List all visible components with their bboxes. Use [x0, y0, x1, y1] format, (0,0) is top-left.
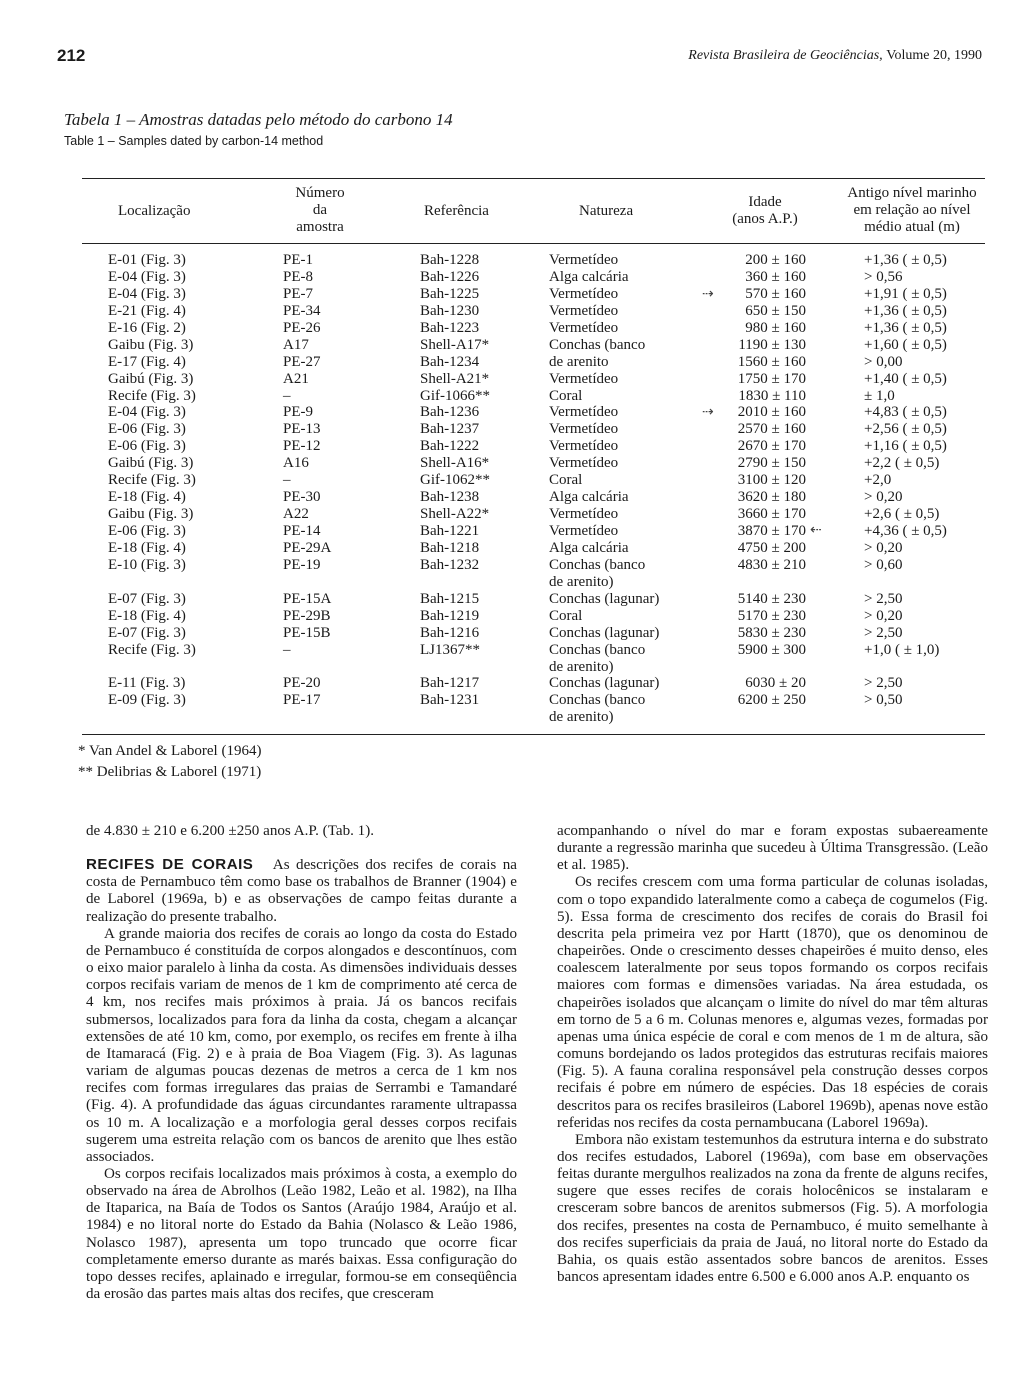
table-row — [0, 337, 1024, 354]
table-cell-localizacao: E-18 (Fig. 4) — [108, 489, 186, 506]
header-nivel-line2: em relação ao nível — [853, 202, 971, 218]
table-cell-natureza: Coral — [549, 607, 583, 624]
table-cell-nivel: +1,0 ( ± 1,0) — [864, 641, 940, 658]
table-cell-natureza: Conchas (lagunar) — [549, 624, 660, 641]
table-cell-localizacao: Recife (Fig. 3) — [108, 641, 196, 658]
table-cell-numero: PE-14 — [283, 523, 321, 539]
journal-title: Revista Brasileira de Geociências, — [688, 48, 883, 63]
table-cell-referencia: Bah-1219 — [420, 607, 480, 624]
table-cell-numero: PE-8 — [283, 268, 313, 285]
left-paragraph-3: Os corpos recifais localizados mais próximos à costa, a exemplo do observado na área de Abrolhos (Leão 1982, Leão et al. 1982), na Ilha de Itaparica, na Baía de Todos os Santos (Araújo 1984, Araújo et al. 1984) e no litoral norte do Estado da Bahia (Nolasco & Leão 1986, Nolasco 1987), apresenta um topo truncado que ocorre ficar completamente emerso durante as marés baixas. Essa configuração do topo desses recifes, aplainado e irregular, formou-se em conseqüência da erosão das partes mais altas dos recifes, que cresceram — [86, 1165, 517, 1303]
table-cell-nivel: +1,60 ( ± 0,5) — [864, 336, 947, 353]
table-cell-nivel: > 0,20 — [864, 489, 903, 506]
table-cell-localizacao: Recife (Fig. 3) — [108, 472, 196, 489]
table-row — [0, 642, 1024, 659]
table-cell-natureza: Conchas (banco — [549, 692, 646, 709]
header-referencia: Referência — [424, 203, 489, 219]
table-cell-natureza: Coral — [549, 387, 583, 404]
running-header — [688, 48, 982, 64]
table-cell-nivel: +4,83 ( ± 0,5) — [864, 404, 947, 421]
header-localizacao: Localização — [118, 203, 191, 219]
table-cell-referencia: Gif-1062** — [420, 472, 490, 489]
table-cell-referencia: Bah-1225 — [420, 285, 480, 302]
table-cell-localizacao: E-04 (Fig. 3) — [108, 285, 186, 302]
table-cell-referencia: Bah-1237 — [420, 421, 480, 438]
table-cell-localizacao: E-01 (Fig. 3) — [108, 252, 186, 268]
table-cell-nivel: +4,36 ( ± 0,5) — [864, 523, 947, 539]
table-cell-numero: – — [283, 472, 291, 489]
table-row — [0, 540, 1024, 557]
table-cell-natureza: Vermetídeo — [549, 506, 619, 523]
table-row — [0, 388, 1024, 405]
right-paragraph-3: Embora não existam testemunhos da estrutura interna e do substrato dos recifes estudados, Laborel (1969a), com base em observações feitas durante mergulhos realizados na zona da frente de alguns recifes, sugere que esses recifes de corais holocênicos se instalaram e cresceram sobre bancos de arenitos submersos (Fig. 5). A morfologia dos recifes, presentes na costa de Pernambuco, é muito semelhante à dos recifes superficiais da praia de Jauá, no litoral norte do Estado da Bahia, os quais estão assentados sobre bancos de arenitos. Esses bancos apresentam idades entre 6.500 e 6.000 anos A.P. enquanto os — [557, 1131, 988, 1286]
table-row — [0, 286, 1024, 303]
table-cell-natureza: Conchas (banco — [549, 336, 646, 353]
header-nivel-line3: médio atual (m) — [864, 219, 960, 235]
table-row — [0, 709, 1024, 726]
header-nivel — [832, 185, 992, 236]
table-cell-natureza: Alga calcária — [549, 489, 629, 506]
table-cell-localizacao: Gaibu (Fig. 3) — [108, 336, 194, 353]
journal-volume: Volume 20, 1990 — [886, 48, 982, 63]
table-cell-nivel: +1,91 ( ± 0,5) — [864, 285, 947, 302]
table-cell-idade: 6200 ± 250 — [737, 692, 806, 709]
table-cell-numero: PE-34 — [283, 302, 321, 319]
table-row — [0, 574, 1024, 591]
table-cell-localizacao: E-11 (Fig. 3) — [108, 675, 186, 692]
table-row — [0, 303, 1024, 320]
section-paragraph-1 — [86, 856, 517, 926]
table-cell-natureza: Vermetídeo — [549, 252, 619, 268]
table-row — [0, 438, 1024, 455]
left-column — [86, 823, 517, 1303]
table-cell-localizacao: E-06 (Fig. 3) — [108, 421, 186, 438]
table-cell-nivel: +2,6 ( ± 0,5) — [864, 506, 940, 523]
table-cell-referencia: Gif-1066** — [420, 387, 490, 404]
table-cell-numero: PE-30 — [283, 489, 321, 506]
table-cell-nivel: > 0,00 — [864, 353, 903, 370]
table-cell-nivel: > 0,20 — [864, 539, 903, 556]
table-cell-natureza: Coral — [549, 472, 583, 489]
table-cell-numero: – — [283, 387, 291, 404]
table-cell-referencia: Bah-1222 — [420, 438, 480, 455]
section-paragraph-1-text: As descrições dos recifes de corais na costa de Pernambuco têm como base os trabalhos de Branner (1904) e de Laborel (1969a, b) e as observações de campo feitas durante a realização do presente trabalho. — [86, 857, 517, 925]
table-cell-referencia: Bah-1232 — [420, 556, 480, 573]
table-row — [0, 557, 1024, 574]
page-number: 212 — [57, 46, 86, 65]
table-cell-idade: 1190 ± 130 — [738, 336, 806, 353]
table-cell-numero: PE-12 — [283, 438, 321, 455]
table-cell-idade: 4750 ± 200 — [737, 539, 806, 556]
table-row — [0, 625, 1024, 642]
table-cell-referencia: Bah-1217 — [420, 675, 480, 692]
table-cell-natureza: de arenito) — [549, 573, 614, 590]
table-cell-nivel: +1,36 ( ± 0,5) — [864, 319, 947, 336]
table-row — [0, 320, 1024, 337]
right-paragraph-2: Os recifes crescem com uma forma particular de colunas isoladas, com o topo expandido lateralmente como a cabeça de cogumelos (Fig. 5). Essa forma de crescimento dos recifes de corais do Brasil foi descrita pela primeira vez por Hartt (1870), que os denominou de chapeirões. Onde o crescimento desses chapeirões é muito denso, eles coalescem lateralmente por seus topos formando os corpos recifais maiores com formas e dimensões variadas. Na área estudada, os chapeirões isolados que alcançam o limite do nível do mar têm alturas em torno de 5 a 6 m. Colunas menores e, algumas vezes, formadas por apenas uma única espécie de coral e com menos de 1 m de altura, são comuns bordejando os lados protegidos das estruturas recifais maiores (Fig. 5). A fauna coralina responsável pela construção desses corpos recifais é pobre em número de espécies. Das 18 espécies de corais descritos para os recifes brasileiros (Laborel 1969b), apenas nove estão referidas nos recifes da costa pernambucana (Laborel 1969a). — [557, 874, 988, 1131]
table-cell-idade: 360 ± 160 — [745, 268, 806, 285]
table-cell-nivel: +2,0 — [864, 472, 892, 489]
table-cell-natureza: Conchas (banco — [549, 556, 646, 573]
header-numero-line2: da — [312, 202, 328, 218]
handwritten-arrow-icon: ⇢ — [702, 287, 714, 302]
table-cell-localizacao: E-16 (Fig. 2) — [108, 319, 186, 336]
table-cell-referencia: Shell-A22* — [420, 506, 490, 523]
table-cell-idade: 3870 ± 170 — [737, 523, 806, 539]
table-cell-natureza: Alga calcária — [549, 539, 629, 556]
table-cell-nivel: +1,36 ( ± 0,5) — [864, 302, 947, 319]
header-idade-line1: Idade — [748, 194, 782, 210]
table-cell-referencia: LJ1367** — [420, 641, 480, 658]
table-cell-localizacao: E-17 (Fig. 4) — [108, 353, 186, 370]
table-cell-localizacao: Gaibú (Fig. 3) — [108, 455, 194, 472]
table-cell-referencia: Bah-1238 — [420, 489, 480, 506]
table-cell-numero: A22 — [283, 506, 309, 523]
table-cell-nivel: +2,56 ( ± 0,5) — [864, 421, 947, 438]
table-cell-numero: PE-13 — [283, 421, 321, 438]
table-top-rule — [82, 178, 985, 179]
table-cell-idade: 5830 ± 230 — [737, 624, 806, 641]
table-caption-pt: Tabela 1 – Amostras datadas pelo método do carbono 14 — [64, 110, 453, 129]
table-cell-nivel: > 0,56 — [864, 268, 903, 285]
table-cell-nivel: > 0,50 — [864, 692, 903, 709]
table-row — [0, 455, 1024, 472]
table-cell-numero: PE-1 — [283, 252, 313, 268]
table-cell-nivel: +1,40 ( ± 0,5) — [864, 370, 947, 387]
table-cell-idade: 980 ± 160 — [745, 319, 806, 336]
table-row — [0, 472, 1024, 489]
table-cell-idade: 5140 ± 230 — [737, 590, 806, 607]
table-cell-referencia: Bah-1218 — [420, 539, 480, 556]
table-cell-referencia: Bah-1234 — [420, 353, 480, 370]
table-cell-numero: PE-15B — [283, 624, 331, 641]
table-cell-referencia: Bah-1236 — [420, 404, 480, 421]
table-cell-idade: 3660 ± 170 — [737, 506, 806, 523]
table-cell-referencia: Bah-1231 — [420, 692, 480, 709]
table-cell-localizacao: E-09 (Fig. 3) — [108, 692, 186, 709]
table-cell-numero: PE-29B — [283, 607, 331, 624]
table-cell-natureza: de arenito) — [549, 658, 614, 675]
table-cell-numero: PE-29A — [283, 539, 332, 556]
header-idade — [717, 194, 813, 228]
table-cell-natureza: de arenito — [549, 353, 609, 370]
table-cell-numero: PE-20 — [283, 675, 321, 692]
table-cell-nivel: > 2,50 — [864, 590, 903, 607]
table-cell-referencia: Bah-1221 — [420, 523, 480, 539]
table-cell-referencia: Shell-A17* — [420, 336, 490, 353]
table-cell-localizacao: E-06 (Fig. 3) — [108, 438, 186, 455]
table-cell-localizacao: E-18 (Fig. 4) — [108, 607, 186, 624]
table-cell-natureza: Vermetídeo — [549, 438, 619, 455]
table-cell-localizacao: E-18 (Fig. 4) — [108, 539, 186, 556]
table-cell-natureza: Vermetídeo — [549, 370, 619, 387]
table-cell-idade: 2790 ± 150 — [737, 455, 806, 472]
table-cell-idade: 2010 ± 160 — [737, 404, 806, 421]
header-numero-line3: amostra — [296, 219, 344, 235]
table-row — [0, 421, 1024, 438]
table-cell-numero: PE-27 — [283, 353, 321, 370]
table-cell-natureza: Conchas (lagunar) — [549, 590, 660, 607]
table-cell-idade: 6030 ± 20 — [745, 675, 806, 692]
table-cell-numero: A21 — [283, 370, 309, 387]
table-cell-referencia: Shell-A16* — [420, 455, 490, 472]
table-row — [0, 608, 1024, 625]
table-cell-nivel: > 2,50 — [864, 624, 903, 641]
table-cell-numero: A17 — [283, 336, 309, 353]
table-cell-localizacao: Gaibu (Fig. 3) — [108, 506, 194, 523]
table-cell-referencia: Bah-1215 — [420, 590, 480, 607]
table-cell-natureza: Alga calcária — [549, 268, 629, 285]
table-cell-referencia: Bah-1226 — [420, 268, 480, 285]
table-row — [0, 675, 1024, 692]
handwritten-arrow-icon: ⇠ — [810, 523, 822, 538]
table-cell-idade: 2670 ± 170 — [737, 438, 806, 455]
table-cell-natureza: Vermetídeo — [549, 319, 619, 336]
table-row — [0, 489, 1024, 506]
table-cell-idade: 200 ± 160 — [745, 252, 806, 268]
table-cell-localizacao: E-10 (Fig. 3) — [108, 556, 186, 573]
table-cell-idade: 5900 ± 300 — [737, 641, 806, 658]
table-cell-nivel: > 0,60 — [864, 556, 903, 573]
table-cell-localizacao: E-04 (Fig. 3) — [108, 404, 186, 421]
table-cell-localizacao: E-06 (Fig. 3) — [108, 523, 186, 539]
footnote-double-star: ** Delibrias & Laborel (1971) — [78, 764, 262, 780]
table-cell-numero: PE-19 — [283, 556, 321, 573]
table-cell-numero: A16 — [283, 455, 309, 472]
table-cell-natureza: Vermetídeo — [549, 455, 619, 472]
table-cell-idade: 3100 ± 120 — [737, 472, 806, 489]
table-row — [0, 371, 1024, 388]
table-cell-natureza: Conchas (lagunar) — [549, 675, 660, 692]
table-cell-localizacao: Recife (Fig. 3) — [108, 387, 196, 404]
right-paragraph-1: acompanhando o nível do mar e foram expostas subaereamente durante a regressão marinha que sucedeu à Última Transgressão. (Leão et al. 1985). — [557, 823, 988, 874]
table-bottom-rule — [82, 734, 985, 735]
table-cell-idade: 2570 ± 160 — [737, 421, 806, 438]
table-cell-referencia: Bah-1230 — [420, 302, 480, 319]
header-natureza: Natureza — [579, 203, 634, 219]
table-cell-natureza: Vermetídeo — [549, 404, 619, 421]
header-idade-line2: (anos A.P.) — [732, 211, 798, 227]
table-cell-referencia: Shell-A21* — [420, 370, 490, 387]
table-caption-en: Table 1 – Samples dated by carbon-14 method — [64, 134, 324, 148]
table-cell-localizacao: E-07 (Fig. 3) — [108, 624, 186, 641]
table-cell-nivel: +1,16 ( ± 0,5) — [864, 438, 947, 455]
table-row — [0, 404, 1024, 421]
table-header-rule — [82, 243, 985, 244]
table-row — [0, 506, 1024, 523]
header-numero-line1: Número — [295, 185, 345, 201]
table-cell-referencia: Bah-1216 — [420, 624, 480, 641]
left-paragraph-2: A grande maioria dos recifes de corais ao longo da costa do Estado de Pernambuco é constituída de corpos alongados e descontínuos, com o eixo maior paralelo à linha da costa. As dimensões individuais desses corpos recifais variam de menos de 1 km de comprimento até cerca de 4 km, nos recifes mais próximos à praia. Já os bancos recifais submersos, localizados para fora da linha da costa, chegam a alcançar extensões de até 10 km, como, por exemplo, os recifes em frente à ilha de Itamaracá (Fig. 2) e à praia de Boa Viagem (Fig. 3). As lagunas variam de algumas poucas dezenas de metros a cerca de 1 km nos recifes com formas irregulares das praias de Serrambi e Tamandaré (Fig. 4). A profundidade das águas circundantes raramente ultrapassa os 10 m. A localização e a morfologia geral desses corpos recifais sugerem uma estreita relação com os bancos de arenito que lhes estão associados. — [86, 925, 517, 1165]
table-body — [0, 252, 1024, 726]
left-intro-line: de 4.830 ± 210 e 6.200 ±250 anos A.P. (Tab. 1). — [86, 823, 375, 839]
table-cell-natureza: Conchas (banco — [549, 641, 646, 658]
header-nivel-line1: Antigo nível marinho — [847, 185, 977, 201]
right-column — [557, 823, 988, 1286]
table-cell-numero: PE-26 — [283, 319, 321, 336]
table-cell-natureza: Vermetídeo — [549, 285, 619, 302]
table-cell-natureza: Vermetídeo — [549, 523, 619, 539]
table-cell-idade: 1830 ± 110 — [738, 387, 806, 404]
table-cell-idade: 570 ± 160 — [745, 285, 806, 302]
table-cell-natureza: Vermetídeo — [549, 302, 619, 319]
table-row — [0, 354, 1024, 371]
table-cell-numero: – — [283, 641, 291, 658]
table-cell-idade: 1560 ± 160 — [737, 353, 806, 370]
table-cell-referencia: Bah-1228 — [420, 252, 480, 268]
table-cell-localizacao: E-21 (Fig. 4) — [108, 302, 186, 319]
table-cell-nivel: +2,2 ( ± 0,5) — [864, 455, 940, 472]
table-cell-natureza: Vermetídeo — [549, 421, 619, 438]
table-cell-nivel: +1,36 ( ± 0,5) — [864, 252, 947, 268]
table-cell-natureza: de arenito) — [549, 709, 614, 726]
table-row — [0, 591, 1024, 608]
table-cell-referencia: Bah-1223 — [420, 319, 480, 336]
table-cell-nivel: ± 1,0 — [864, 387, 895, 404]
table-row — [0, 659, 1024, 676]
table-cell-idade: 1750 ± 170 — [737, 370, 806, 387]
table-cell-nivel: > 2,50 — [864, 675, 903, 692]
table-cell-numero: PE-7 — [283, 285, 313, 302]
table-cell-idade: 4830 ± 210 — [737, 556, 806, 573]
table-cell-numero: PE-17 — [283, 692, 321, 709]
header-numero — [280, 185, 360, 236]
table-cell-localizacao: E-07 (Fig. 3) — [108, 590, 186, 607]
table-cell-nivel: > 0,20 — [864, 607, 903, 624]
table-cell-idade: 650 ± 150 — [745, 302, 806, 319]
table-cell-numero: PE-9 — [283, 404, 313, 421]
table-cell-numero: PE-15A — [283, 590, 332, 607]
table-row — [0, 269, 1024, 286]
table-row — [0, 252, 1024, 269]
table-cell-idade: 5170 ± 230 — [737, 607, 806, 624]
section-heading: RECIFES DE CORAIS — [86, 856, 254, 874]
table-cell-localizacao: Gaibú (Fig. 3) — [108, 370, 194, 387]
table-cell-idade: 3620 ± 180 — [737, 489, 806, 506]
table-cell-localizacao: E-04 (Fig. 3) — [108, 268, 186, 285]
table-row — [0, 523, 1024, 540]
table-row — [0, 692, 1024, 709]
footnote-single-star: * Van Andel & Laborel (1964) — [78, 743, 262, 759]
handwritten-arrow-icon: ⇢ — [702, 405, 714, 420]
